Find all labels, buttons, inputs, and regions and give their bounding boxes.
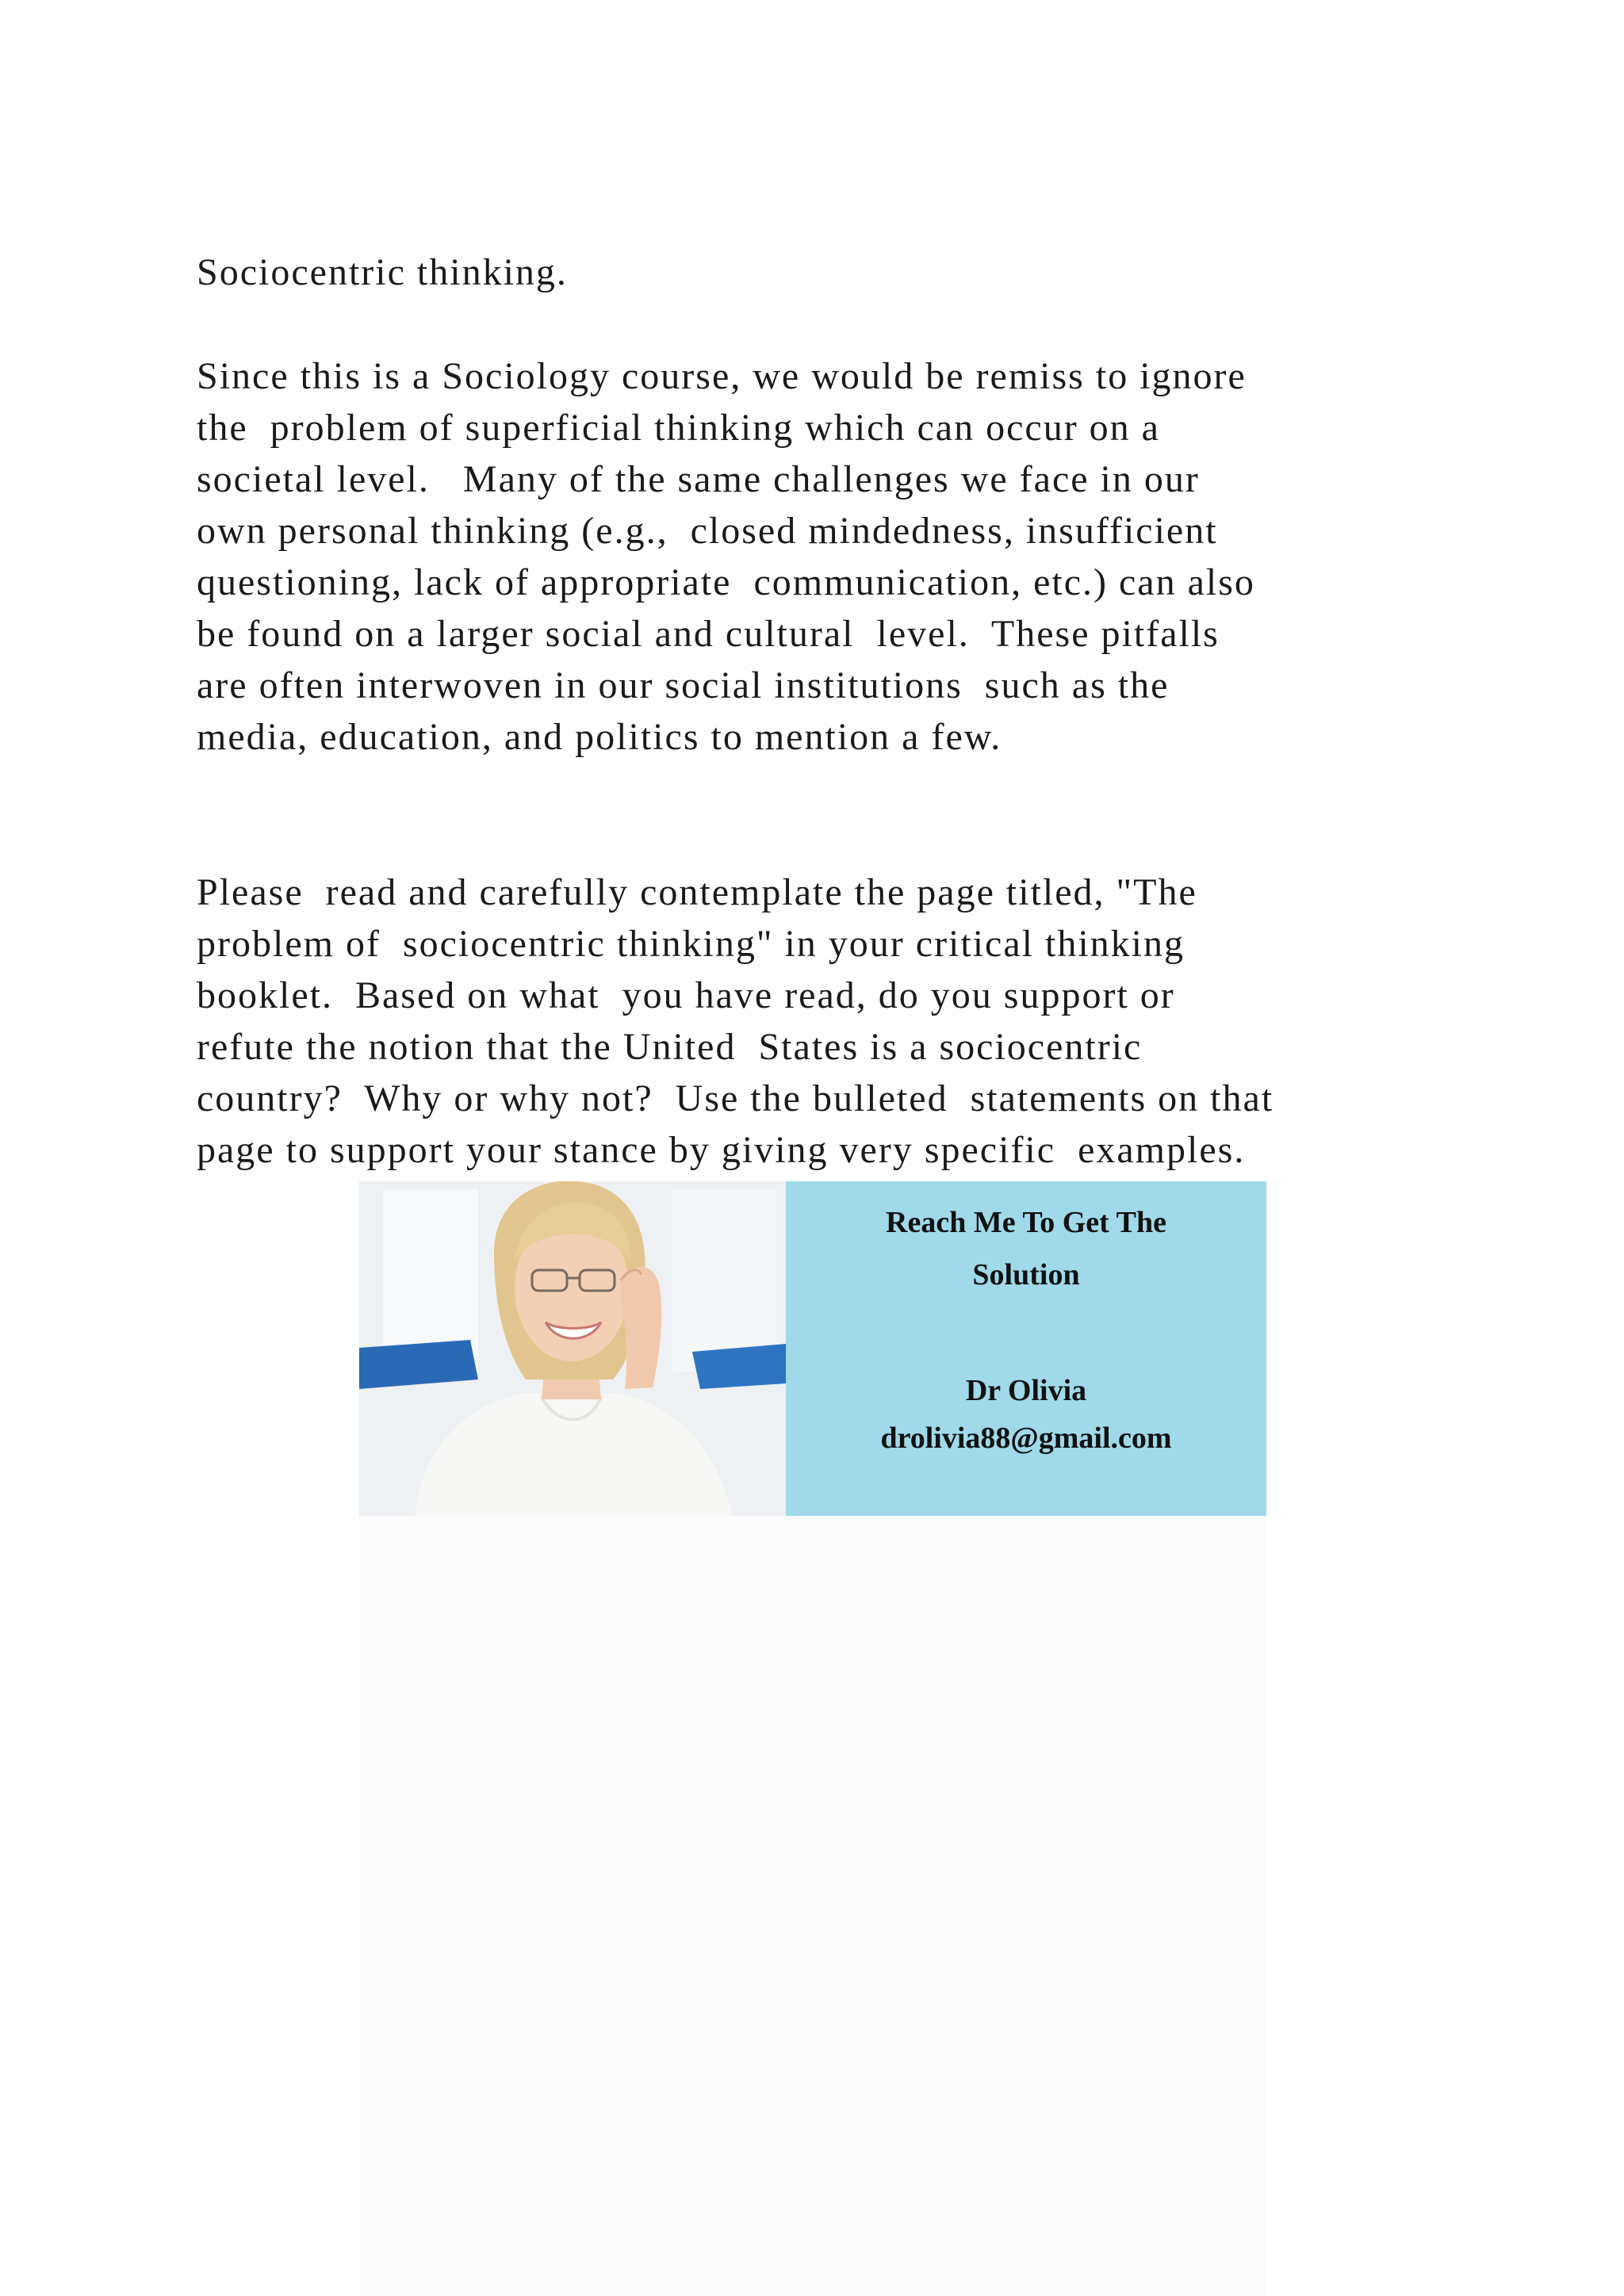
banner-headline-line1: Reach Me To Get The bbox=[886, 1206, 1166, 1239]
paragraph-line: problem of sociocentric thinking" in your critical thinking bbox=[197, 923, 1185, 965]
paragraph-line: are often interwoven in our social institutions such as the bbox=[197, 664, 1170, 706]
paragraph-line: country? Why or why not? Use the bulleted statements on that bbox=[197, 1077, 1274, 1119]
document-heading: Sociocentric thinking. bbox=[197, 251, 568, 293]
paragraph-line: page to support your stance by giving very specific examples. bbox=[197, 1129, 1246, 1171]
woman-photo bbox=[359, 1181, 786, 1516]
contact-email[interactable]: drolivia88@gmail.com bbox=[880, 1422, 1172, 1455]
image-background-area bbox=[359, 1516, 1266, 2296]
paragraph-line: media, education, and politics to mention a few. bbox=[197, 716, 1002, 758]
paragraph-line: booklet. Based on what you have read, do you support or bbox=[197, 974, 1175, 1016]
advertisement-banner bbox=[359, 1181, 1266, 1516]
paragraph-line: Please read and carefully contemplate the page titled, "The bbox=[197, 871, 1197, 913]
paragraph-line: be found on a larger social and cultural level. These pitfalls bbox=[197, 613, 1220, 655]
paragraph-line: refute the notion that the United States is a sociocentric bbox=[197, 1026, 1143, 1068]
paragraph-line: Since this is a Sociology course, we would be remiss to ignore bbox=[197, 355, 1247, 397]
contact-panel bbox=[786, 1181, 1266, 1516]
paragraph-line: questioning, lack of appropriate communication, etc.) can also bbox=[197, 561, 1255, 603]
paragraph-line: own personal thinking (e.g., closed mindedness, insufficient bbox=[197, 510, 1218, 552]
woman-portrait-illustration bbox=[359, 1181, 786, 1516]
contact-name: Dr Olivia bbox=[965, 1374, 1087, 1407]
banner-headline-line2: Solution bbox=[972, 1258, 1080, 1292]
paragraph-line: societal level. Many of the same challenges we face in our bbox=[197, 458, 1200, 500]
paragraph-line: the problem of superficial thinking which can occur on a bbox=[197, 407, 1160, 449]
